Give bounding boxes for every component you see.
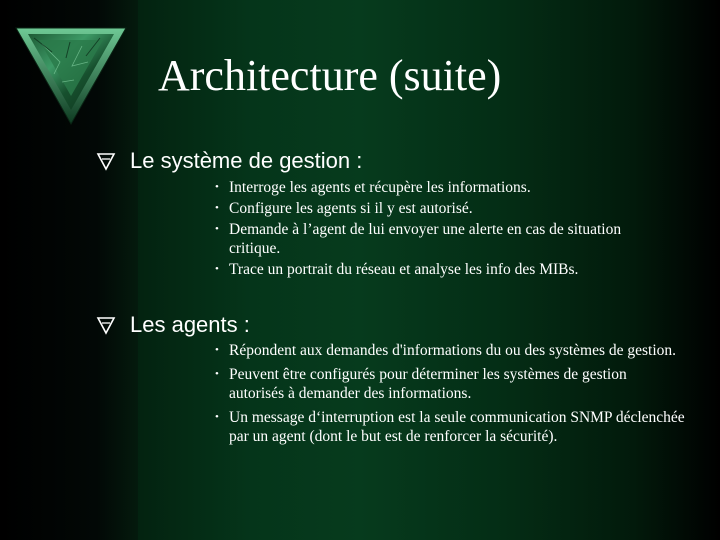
list-item [214,178,684,197]
list-item [214,365,654,403]
section-systeme-bullets [214,178,684,279]
list-item-text: Répondent aux demandes d'informations du ou des systèmes de gestion. [229,342,677,359]
hollow-triangle-bullet-icon [96,315,116,335]
dot-bullet-icon: • [215,181,219,193]
list-item [214,199,684,218]
list-item [214,220,629,258]
dot-bullet-icon: • [215,202,219,214]
dot-bullet-icon: • [215,411,219,423]
list-item-text: Peuvent être configurés pour déterminer les systèmes de gestion autorisés à demander des informations. [229,366,627,402]
section-agents-bullets [214,341,685,446]
list-item-text: Configure les agents si il y est autorisé. [229,200,473,217]
hollow-triangle-bullet-icon [96,151,116,171]
list-item [214,341,679,360]
list-item-text: Demande à l’agent de lui envoyer une alerte en cas de situation critique. [229,221,622,257]
list-item-text: Un message d‘interruption est la seule communication SNMP déclenchée par un agent (dont le but est de renforcer la sécurité). [229,409,685,445]
list-item [214,260,684,279]
dot-bullet-icon: • [215,223,219,235]
dot-bullet-icon: • [215,368,219,380]
section-heading-label: Les agents : [130,312,250,337]
section-heading-label: Le système de gestion : [130,148,363,173]
list-item [214,408,694,446]
dot-bullet-icon: • [215,263,219,275]
list-item-text: Trace un portrait du réseau et analyse les info des MIBs. [229,261,579,278]
dot-bullet-icon: • [215,344,219,356]
slide-title: Architecture (suite) [158,51,502,100]
green-marble-triangle-logo-icon [12,22,130,126]
list-item-text: Interroge les agents et récupère les informations. [229,179,531,196]
